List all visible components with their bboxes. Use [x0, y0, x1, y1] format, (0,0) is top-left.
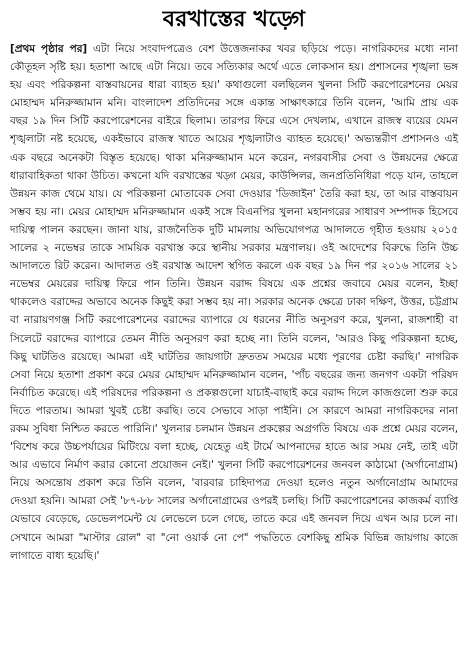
article-headline: বরখাস্তের খড়্গে	[162, 7, 306, 32]
jump-label: [প্রথম পৃষ্ঠার পর]	[10, 43, 88, 55]
article-body	[10, 40, 458, 565]
article-paragraph: এটা নিয়ে সংবাদপত্রেও বেশ উত্তেজনাকর খবর ছড়িয়ে পড়ে। নাগরিকদের মধ্যে নানা কৌতূহল সৃষ্টি হয়। হতাশা আছে এটা নিয়ে। তবে সত্যিকার অর্থে এতে লোকসান হয়। প্রশাসনের শৃঙ্খলা ভঙ্গ হয় এবং পরিকল্পনা বাস্তবায়নের ধারা ব্যাহত হয়।' কথাগুলো বলছিলেন খুলনা সিটি করপোরেশনের মেয়র মোহাম্মদ মনিরুজ্জামান মনি। বাংলাদেশ প্রতিদিনের সঙ্গে একান্ত সাক্ষাৎকারে তিনি বলেন, 'আমি প্রায় এক বছর ১৯ দিন সিটি করপোরেশনের বাইরে ছিলাম। তারপর ফিরে এসে দেখলাম, এখানে রাজস্ব ব্যয়ের যেমন শৃঙ্খলাটা নষ্ট হয়েছে, একইভাবে রাজস্ব খাতে আয়ের শৃঙ্খলাটাও ব্যাহত হয়েছে।' অভ্যন্তরীণ প্রশাসনও এই এক বছরে অনেকটা বিস্তৃত হয়েছে। থাকা মনিরুজ্জামান মনে করেন, নগরবাসীর সেবা ও উন্নয়নের ক্ষেত্রে ধারাবাহিকতা থাকা উচিত। কখনো যদি বরখাস্তের খড়্গ মেয়র, কাউন্সিলর, জনপ্রতিনিধিরা পড়ে যান, তাহলে উন্নয়ন কাজ থেমে যায়। যে পরিকল্পনা মোতাবেক সেবা দেওয়ার 'ডিজাইন' তৈরি করা হয়, তা আর বাস্তবায়ন সম্ভব হয় না। মেয়র মোহাম্মদ মনিরুজ্জামান একই সঙ্গে বিএনপির খুলনা মহানগরের সাধারণ সম্পাদক হিসেবে দায়িত্ব পালন করছেন। জানা যায়, রাজনৈতিক দুটি মামলায় অভিযোগপত্র আদালতে গৃহীত হওয়ায় ২০১৫ সালের ২ নভেম্বর তাকে সাময়িক বরখাস্ত করে স্থানীয় সরকার মন্ত্রণালয়। ওই আদেশের বিরুদ্ধে তিনি উচ্চ আদালতে রিট করেন। আদালত ওই বরখাস্ত আদেশ স্থগিত করলে এক বছর ১৯ দিন পর ২০১৬ সালের ২১ নভেম্বর মেয়রের দায়িত্ব ফিরে পান তিনি। উন্নয়ন বরাদ্দ বিষয়ে এক প্রশ্নের জবাবে মেয়র বলেন, ইচ্ছা থাকলেও বরাদ্দের অভাবে অনেক কিছুই করা সম্ভব হয় না। সরকার অনেক ক্ষেত্রে ঢাকা দক্ষিণ, উত্তর, চট্টগ্রাম বা নারায়ণগঞ্জ সিটি করপোরেশনের বরাদ্দের ব্যাপারে যে ধরনের নীতি অনুসরণ করে, খুলনা, রাজশাহী বা সিলেটে বরাদ্দের ব্যাপারে তেমন নীতি অনুসরণ করা হচ্ছে না। তিনি বলেন, 'আরও কিছু পরিকল্পনা হচ্ছে, কিছু ঘাটতিও রয়েছে। আমরা এই ঘাটতির জায়গাটা দ্রুততম সময়ের মধ্যে পূরণের চেষ্টা করছি।' নাগরিক সেবা নিয়ে হতাশা প্রকাশ করে মেয়র মোহাম্মদ মনিরুজ্জামান বলেন, 'পাঁচ বছরের জন্য জনগণ একটা পরিষদ নির্বাচিত করেছে। এই পরিষদের পরিকল্পনা ও প্রকল্পগুলো যাচাই-বাছাই করে বরাদ্দ দিলে কাজগুলো শুরু করে দিতে পারতাম। আমরা খুবই চেষ্টা করছি। তবে সেভাবে সাড়া পাইনি। সে কারণে আমরা নাগরিকদের নানা রকম সুবিধা নিশ্চিত করতে পারিনি।' খুলনার চলমান উন্নয়ন প্রকল্পের অগ্রগতি বিষয়ে এক প্রশ্নে মেয়র বলেন, 'বিশেষ করে উচ্চপর্যায়ের মিটিংয়ে বলা হচ্ছে, যেহেতু এই টার্মে আপনাদের হাতে আর সময় নেই, তাই এটা আর এভাবে নির্মাণ করার কোনো প্রয়োজন নেই।' খুলনা সিটি করপোরেশনের জনবল কাঠামো (অর্গানোগ্রাম) নিয়ে অসন্তোষ প্রকাশ করে তিনি বলেন, 'বারবার চাহিদাপত্র দেওয়া হলেও নতুন অর্গানোগ্রাম আমাদের দেওয়া হয়নি। আমরা সেই '৮৭-৮৮ সালের অর্গানোগ্রামের ওপরই চলছি। সিটি করপোরেশনের কাজকর্ম ব্যাপ্তি যেভাবে বেড়েছে, ডেভেলপমেন্ট যে লেভেলে চলে গেছে, তাতে করে এই জনবল দিয়ে এখন আর চলে না। সেখানে আমরা "মাস্টার রোল" বা "নো ওয়ার্ক নো পে" পদ্ধতিতে বেশকিছু শ্রমিক বিভিন্ন জায়গায় কাজে লাগাতে বাধ্য হয়েছি।'	[10, 43, 458, 562]
